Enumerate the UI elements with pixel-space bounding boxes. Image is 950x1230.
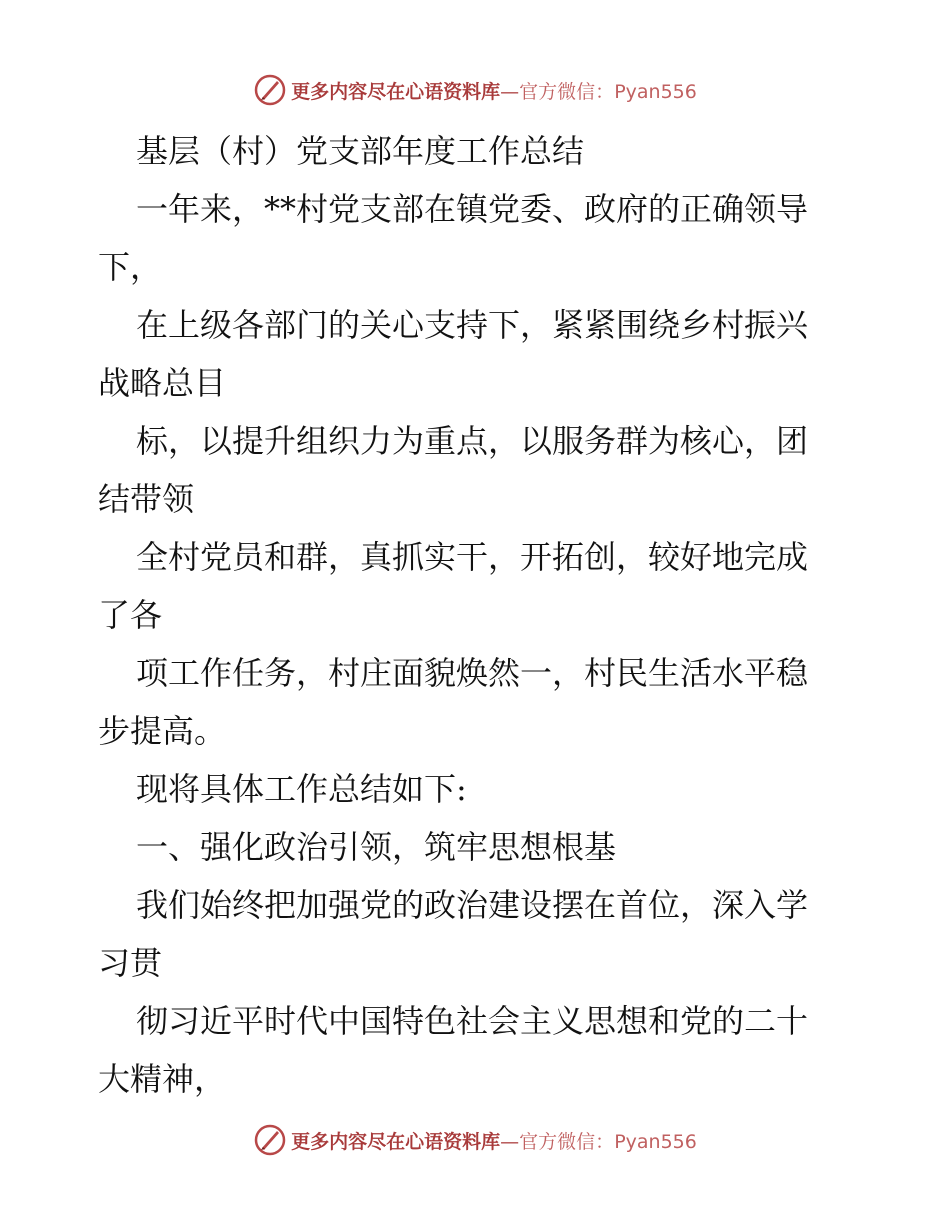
watermark-wechat-label: 官方微信： [519, 1130, 615, 1153]
document-line: 了各 [98, 596, 163, 634]
watermark-text [291, 1127, 697, 1154]
document-line: 战略总目 [98, 364, 227, 402]
watermark-text [291, 77, 697, 104]
quill-logo-icon [253, 73, 287, 107]
watermark-brand: 更多内容尽在心语资料库 [291, 80, 501, 103]
document-line: 项工作任务，村庄面貌焕然一，村民生活水平稳 [136, 654, 809, 692]
document-line: 一、强化政治引领，筑牢思想根基 [136, 828, 617, 866]
document-line: 现将具体工作总结如下: [136, 770, 467, 808]
watermark-brand: 更多内容尽在心语资料库 [291, 1130, 501, 1153]
document-line: 基层（村）党支部年度工作总结 [136, 132, 585, 170]
document-line: 我们始终把加强党的政治建设摆在首位，深入学 [136, 886, 809, 924]
watermark-wechat-id: Pyan556 [614, 80, 697, 103]
header-watermark [0, 70, 950, 110]
document-line: 标，以提升组织力为重点，以服务群为核心，团 [136, 422, 809, 460]
watermark-separator: — [500, 80, 520, 103]
document-line: 结带领 [98, 480, 195, 518]
document-line: 步提高。 [98, 712, 227, 750]
document-line: 一年来，**村党支部在镇党委、政府的正确领导 [136, 190, 809, 228]
document-line: 下， [98, 248, 163, 286]
document-line: 习贯 [98, 944, 163, 982]
watermark-wechat-id: Pyan556 [614, 1130, 697, 1153]
quill-logo-icon [253, 1123, 287, 1157]
document-line: 在上级各部门的关心支持下，紧紧围绕乡村振兴 [136, 306, 809, 344]
document-line: 大精神， [98, 1060, 227, 1098]
watermark-wechat-label: 官方微信： [519, 80, 615, 103]
document-body [98, 122, 858, 1108]
document-line: 全村党员和群，真抓实干，开拓创，较好地完成 [136, 538, 809, 576]
watermark-separator: — [500, 1130, 520, 1153]
document-line: 彻习近平时代中国特色社会主义思想和党的二十 [136, 1002, 809, 1040]
footer-watermark [0, 1120, 950, 1160]
